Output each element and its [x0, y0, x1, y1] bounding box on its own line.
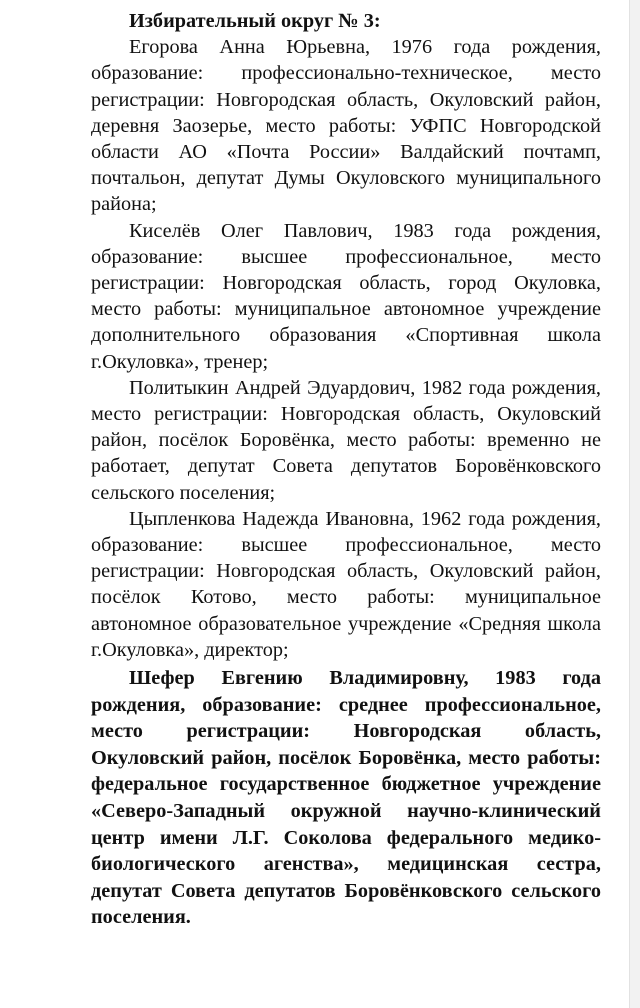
candidate-paragraph-politykin: Политыкин Андрей Эдуардович, 1982 года рождения, место регистрации: Новгородская область, Окуловский район, посёлок Боровёнка, место работы: временно не работает, депутат Совета депутатов Боровёнковского сельского поселения;	[91, 376, 601, 504]
candidate-paragraph-tsyplenkova: Цыпленкова Надежда Ивановна, 1962 года рождения, образование: высшее профессиональное, место регистрации: Новгородская область, Окуловский район, посёлок Котово, место работы: муниципальное автономное образовательное учреждение «Средняя школа г.Окуловка», директор;	[91, 507, 601, 661]
district-heading: Избирательный округ № 3:	[129, 10, 381, 32]
candidate-paragraph-egorova: Егорова Анна Юрьевна, 1976 года рождения, образование: профессионально-техническое, место регистрации: Новгородская область, Окуловский район, деревня Заозерье, место работы: УФПС Новгородской области АО «Почта России» Валдайский почтамп, почтальон, депутат Думы Окуловского муниципального района;	[91, 36, 601, 216]
candidate-paragraph-kiselev: Киселёв Олег Павлович, 1983 года рождения, образование: высшее профессиональное, место регистрации: Новгородская область, город Окуловка, место работы: муниципальное автономное учреждение дополнительного образования «Спортивная школа г.Окуловка», тренер;	[91, 219, 601, 373]
document-page	[91, 8, 601, 931]
page-scroll-edge	[629, 0, 640, 1008]
candidate-paragraph-shefer: Шефер Евгению Владимировну, 1983 года рождения, образование: среднее профессиональное, место регистрации: Новгородская область, Окуловский район, посёлок Боровёнка, место работы: федеральное государственное бюджетное учреждение «Северо-Западный окружной научно-клинический центр имени Л.Г. Соколова федерального медико-биологического агенства», медицинская сестра, депутат Совета депутатов Боровёнковского сельского поселения.	[91, 667, 601, 929]
